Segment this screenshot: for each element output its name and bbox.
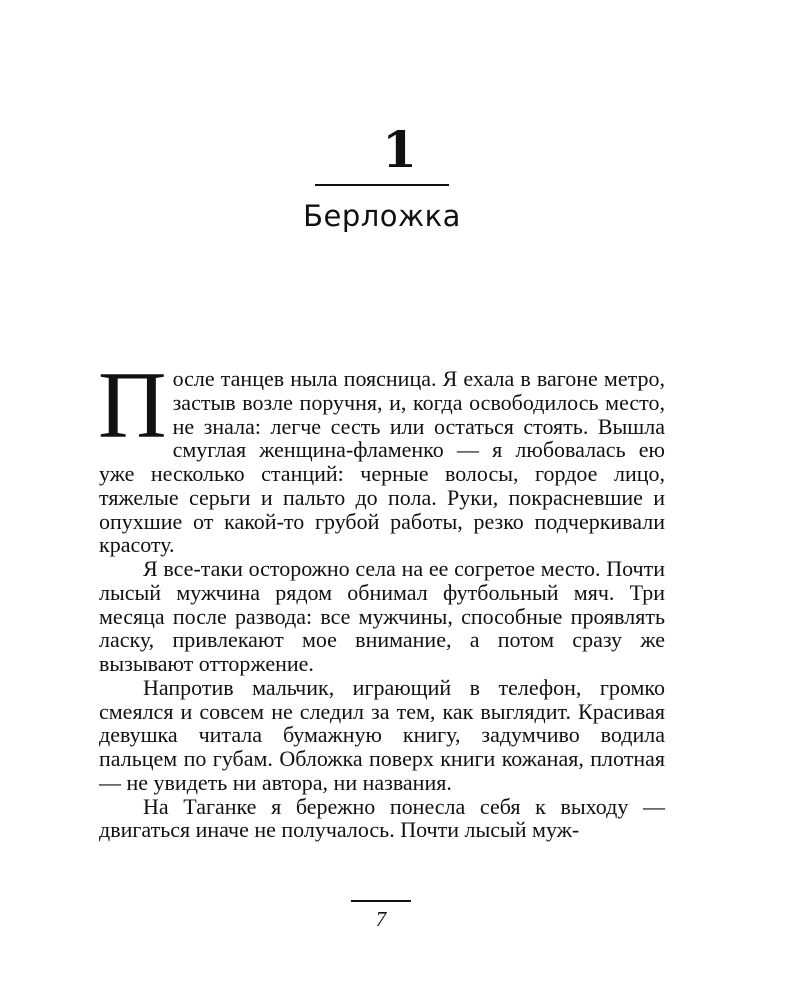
chapter-divider <box>315 184 449 186</box>
paragraph: Я все-таки осторожно села на ее согретое место. Почти лысый мужчина рядом обнимал футбольный мяч. Три месяца после развода: все мужчины, способные проявлять ласку, привлекают мое внимание, а потом сразу же вызывают отторжение. <box>99 556 665 676</box>
chapter-title: Берложка <box>303 199 461 233</box>
footer-divider <box>351 900 411 902</box>
drop-cap: П <box>98 352 167 458</box>
chapter-number: 1 <box>382 120 418 179</box>
paragraph <box>98 352 665 558</box>
paragraph-text: осле танцев ныла поясница. Я ехала в вагоне метро, застыв возле поручня, и, когда освободилось место, не знала: легче сесть или остаться стоять. Вышла смуглая женщина-фламенко — я любовалась ею уже несколько станций: черные волосы, гордое лицо, тяжелые серьги и пальто до пола. Руки, покрасневшие и опухшие от какой-то грубой работы, резко подчеркивали красоту. <box>99 366 665 558</box>
page-number: 7 <box>375 907 387 931</box>
paragraph: Напротив мальчик, играющий в телефон, громко смеялся и совсем не следил за тем, как выглядит. Красивая девушка читала бумажную книгу, задумчиво водила пальцем по губам. Обложка поверх книги кожаная, плотная — не увидеть ни автора, ни названия. <box>99 674 665 795</box>
chapter-body <box>98 352 665 843</box>
paragraph: На Таганке я бережно понесла себя к выходу — двигаться иначе не получалось. Почти лысый муж- <box>99 793 665 843</box>
